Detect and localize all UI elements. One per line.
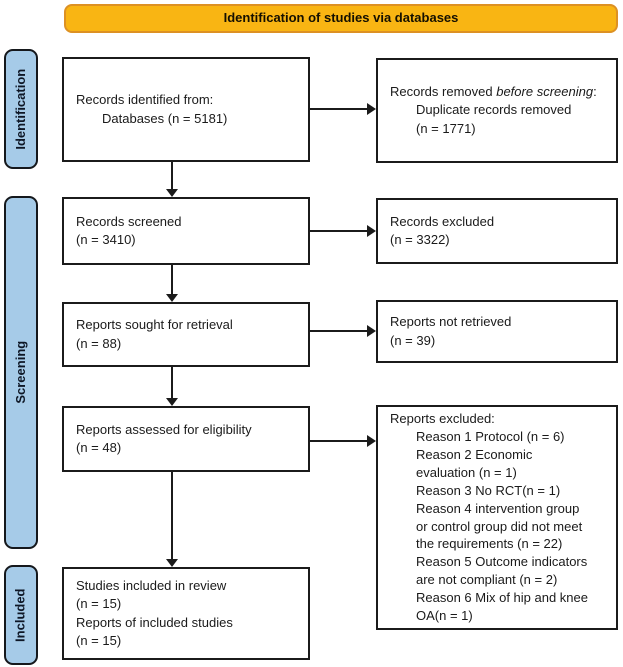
banner-label: Identification of studies via databases [223, 10, 459, 26]
reports-excluded-reason-6: Reason 6 Mix of hip and knee OA(n = 1) [416, 590, 588, 624]
studies-included-line1: Studies included in review [76, 577, 227, 593]
records-removed-line1-suffix: : [593, 83, 597, 99]
box-reports-assessed [62, 406, 310, 472]
box-records-excluded [376, 198, 618, 264]
banner-identification-via-databases [64, 4, 618, 33]
stage-label-screening [4, 196, 38, 549]
records-excluded-line2: (n = 3322) [390, 232, 450, 247]
box-studies-included [62, 567, 310, 660]
box-records-removed-before-screening [376, 58, 618, 163]
reports-not-retrieved-line1: Reports not retrieved [390, 314, 512, 330]
reports-sought-line2: (n = 88) [76, 335, 122, 351]
arrow-assessed-to-included-line [171, 472, 173, 560]
records-excluded-line1: Records excluded [390, 213, 495, 229]
arrow-assessed-to-reportsexcluded-line [310, 440, 368, 442]
arrow-assessed-to-included-head-icon [166, 559, 178, 567]
reports-excluded-title: Reports excluded: [390, 410, 495, 426]
records-identified-line2: Databases (n = 5181) [102, 110, 228, 126]
records-removed-line1-italic: before screening [496, 83, 594, 99]
records-removed-line1 [390, 83, 608, 101]
box-reports-sought [62, 302, 310, 367]
stage-label-included-text: Included [12, 588, 28, 642]
arrow-screened-to-excluded-line [310, 230, 368, 232]
arrow-sought-to-assessed-head-icon [166, 398, 178, 406]
reports-excluded-reason-1: Reason 1 Protocol (n = 6) [416, 428, 565, 444]
box-reports-not-retrieved [376, 300, 618, 363]
records-screened-line2: (n = 3410) [76, 232, 136, 247]
studies-included-line3: Reports of included studies [76, 614, 233, 630]
reports-assessed-line2: (n = 48) [76, 440, 122, 455]
box-reports-excluded-reasons [376, 405, 618, 630]
reports-excluded-reason-3: Reason 3 No RCT(n = 1) [416, 482, 561, 498]
records-screened-line1: Records screened [76, 213, 182, 229]
arrow-identified-to-screened-head-icon [166, 189, 178, 197]
arrow-sought-to-assessed-line [171, 367, 173, 399]
arrow-identified-to-removed-line [310, 108, 368, 110]
studies-included-line2: (n = 15) [76, 596, 122, 612]
arrow-screened-to-sought-head-icon [166, 294, 178, 302]
records-identified-line1: Records identified from: [76, 92, 214, 108]
arrow-sought-to-notretrieved-line [310, 330, 368, 332]
studies-included-line4: (n = 15) [76, 632, 122, 648]
arrow-identified-to-screened-line [171, 162, 173, 190]
stage-label-screening-text: Screening [12, 341, 28, 404]
reports-excluded-reason-4: Reason 4 intervention group or control group did not meet the requirements (n = 22) [416, 500, 583, 552]
reports-sought-line1: Reports sought for retrieval [76, 317, 233, 333]
stage-label-identification-text: Identification [12, 68, 28, 150]
records-removed-line3: (n = 1771) [416, 120, 476, 136]
reports-excluded-reason-2: Reason 2 Economic evaluation (n = 1) [416, 446, 533, 480]
reports-not-retrieved-line2: (n = 39) [390, 332, 436, 348]
arrow-assessed-to-reportsexcluded-head-icon [367, 435, 376, 447]
arrow-screened-to-excluded-head-icon [367, 225, 376, 237]
box-records-identified [62, 57, 310, 162]
box-records-screened [62, 197, 310, 265]
arrow-sought-to-notretrieved-head-icon [367, 325, 376, 337]
reports-assessed-line1: Reports assessed for eligibility [76, 421, 252, 437]
stage-label-identification [4, 49, 38, 169]
reports-excluded-reason-5: Reason 5 Outcome indicators are not compliant (n = 2) [416, 554, 588, 588]
arrow-identified-to-removed-head-icon [367, 103, 376, 115]
records-removed-line2: Duplicate records removed [416, 102, 572, 118]
records-removed-line1-normal: Records removed [390, 83, 497, 99]
arrow-screened-to-sought-line [171, 265, 173, 295]
stage-label-included [4, 565, 38, 665]
